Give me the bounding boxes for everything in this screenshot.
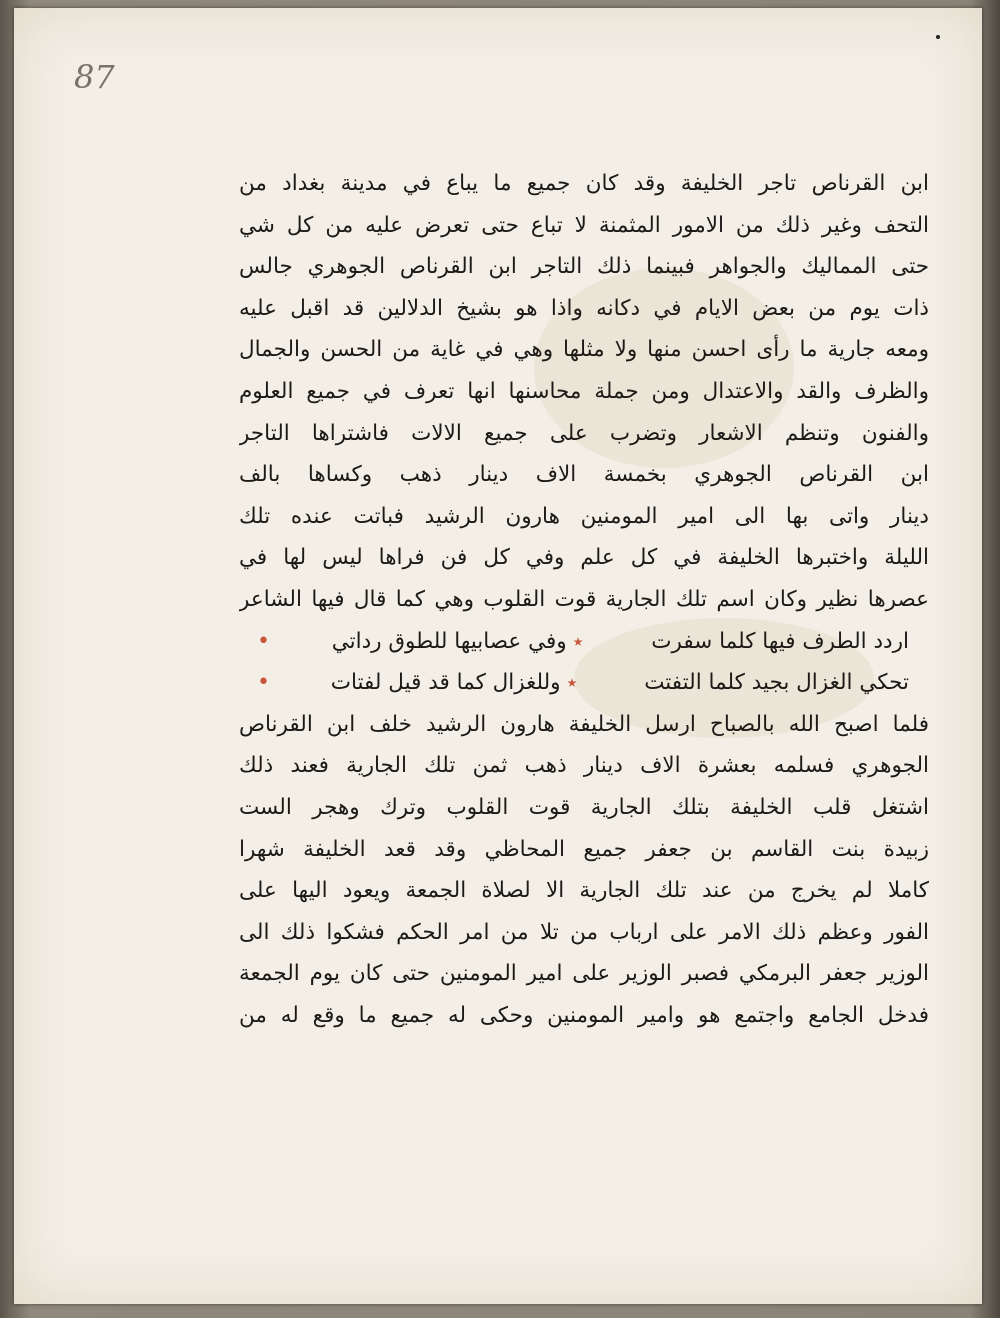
verse-end-mark: •	[257, 628, 270, 654]
verse-line	[239, 662, 929, 704]
text-line: والفنون وتنظم الاشعار وتضرب على جميع الالات فاشتراها التاجر	[239, 420, 929, 446]
verse-end-mark: •	[257, 670, 270, 696]
verse-first-hemistich: اردد الطرف فيها كلما سفرت	[651, 628, 909, 654]
ink-dot	[936, 35, 940, 39]
text-line: الليلة واختبرها الخليفة في كل علم وفي كل فن فراها ليس لها في	[239, 545, 929, 571]
text-line: فلما اصبح الله بالصباح ارسل الخليفة هارون الرشيد خلف ابن القرناص	[239, 711, 929, 737]
text-line: فدخل الجامع واجتمع هو وامير المومنين وحكى له جميع ما وقع له من	[239, 1002, 929, 1028]
text-line: ابن القرناص تاجر الخليفة وقد كان جميع ما يباع في مدينة بغداد من	[239, 171, 929, 196]
verse-separator-mark: ٭	[566, 670, 578, 695]
folio-number: 87	[74, 58, 115, 96]
verse-separator-mark: ٭	[572, 628, 584, 653]
text-line: الجوهري فسلمه بعشرة الاف دينار ذهب ثمن تلك الجارية فعند ذلك	[239, 753, 929, 779]
main-text-block	[239, 163, 929, 1036]
text-line: والظرف والقد والاعتدال ومن جملة محاسنها انها تعرف في جميع العلوم	[239, 378, 929, 404]
poem-verses	[239, 621, 929, 704]
verse-second-hemistich: وللغزال كما قد قيل لفتات	[330, 670, 561, 696]
prose-before-verses	[239, 163, 929, 621]
text-line: حتى المماليك والجواهر فبينما ذلك التاجر ابن القرناص الجوهري جالس	[239, 254, 929, 280]
text-line: ومعه جارية ما رأى احسن منها ولا مثلها وهي في غاية من الحسن والجمال	[239, 337, 929, 363]
text-line: اشتغل قلب الخليفة بتلك الجارية قوت القلوب وترك وهجر الست	[239, 794, 929, 820]
verse-second-hemistich: وفي عصابيها للطوق رداتي	[331, 628, 567, 654]
text-line: التحف وغير ذلك من الامور المثمنة لا تباع حتى تعرض عليه من كل شي	[239, 212, 929, 238]
text-line: عصرها نظير وكان اسم تلك الجارية قوت القلوب وهي كما قال فيها الشاعر	[239, 586, 929, 612]
manuscript-page	[14, 8, 982, 1304]
text-line: الوزير جعفر البرمكي فصبر الوزير على امير المومنين حتى كان يوم الجمعة	[239, 961, 929, 987]
text-line: الفور وعظم ذلك الامر على ارباب من تلا من امر الحكم فشكوا ذلك الى	[239, 919, 929, 945]
text-line: ذات يوم من بعض الايام في دكانه واذا هو بشيخ الدلالين قد اقبل عليه	[239, 295, 929, 321]
text-line: ابن القرناص الجوهري بخمسة الاف دينار ذهب وكساها بالف	[239, 462, 929, 488]
text-line: كاملا لم يخرج من عند تلك الجارية الا لصلاة الجمعة ويعود اليها على	[239, 878, 929, 904]
verse-line	[239, 621, 929, 663]
text-line: دينار واتى بها الى امير المومنين هارون الرشيد فباتت عنده تلك	[239, 503, 929, 529]
text-line: زبيدة بنت القاسم بن جعفر جميع المحاظي وقد قعد الخليفة شهرا	[239, 836, 929, 862]
verse-first-hemistich: تحكي الغزال بجيد كلما التفتت	[644, 670, 909, 696]
prose-after-verses	[239, 704, 929, 1037]
